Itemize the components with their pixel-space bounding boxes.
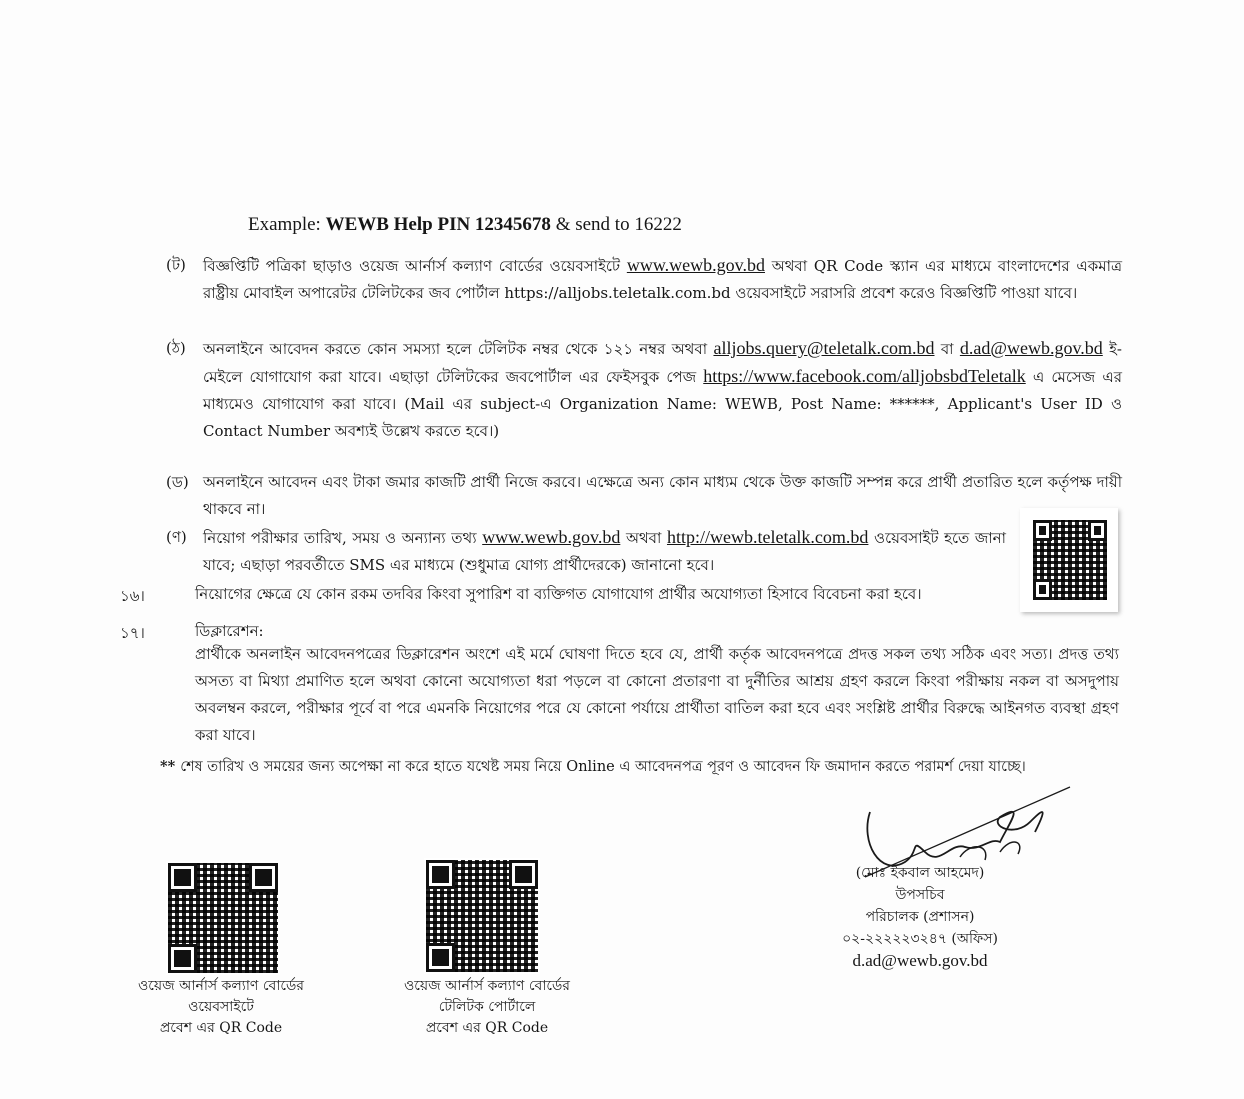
item-n-label: (ণ) <box>166 528 187 546</box>
qr-code-teletalk[interactable] <box>424 858 540 974</box>
qr-website-caption: ওয়েজ আর্নার্স কল্যাণ বোর্ডের ওয়েবসাইটে প্রবেশ এর QR Code <box>137 978 305 1036</box>
qr-teletalk-caption: ওয়েজ আর্নার্স কল্যাণ বোর্ডের টেলিটক পোর্টালে প্রবেশ এর QR Code <box>403 978 571 1036</box>
dad-email-link[interactable]: d.ad@wewb.gov.bd <box>959 338 1103 358</box>
wewb-website-link-2[interactable]: www.wewb.gov.bd <box>482 527 621 547</box>
facebook-page-link[interactable]: https://www.facebook.com/alljobsbdTeletalk <box>703 366 1026 386</box>
section-17-text: প্রার্থীকে অনলাইন আবেদনপত্রের ডিক্লারেশন অংশে এই মর্মে ঘোষণা দিতে হবে যে, প্রার্থী কর্তৃক আবেদনপত্রে প্রদত্ত সকল তথ্য সঠিক এবং সত্য। প্রদত্ত তথ্য অসত্য বা মিথ্যা প্রমাণিত হলে অথবা কোনো অযোগ্যতা ধরা পড়লে বা কোনো প্রতারণা বা দুর্নীতির আশ্রয় গ্রহণ করলে কিংবা পরীক্ষায় নকল বা অসদুপায় অবলম্বন করলে, পরীক্ষার পূর্বে বা পরে এমনকি নিয়োগের পরে যে কোনো পর্যায়ে প্রার্থীতা বাতিল করা হবে এবং সংশ্লিষ্ট প্রার্থীর বিরুদ্ধে আইনগত ব্যবস্থা গ্রহণ করা যাবে। <box>195 645 1119 744</box>
item-th-label: (ঠ) <box>166 339 186 357</box>
signatory-title: উপসচিব <box>895 887 945 903</box>
signatory-designation: পরিচালক (প্রশাসন) <box>865 909 975 925</box>
signatory-phone: ০২-২২২২২৩২৪৭ (অফিস) <box>842 931 998 947</box>
item-d: (ড) অনলাইনে আবেদন এবং টাকা জমার কাজটি প্রার্থী নিজে করবে। এক্ষেত্রে অন্য কোন মাধ্যম থেকে উক্ত কাজটি সম্পন্ন করে প্রার্থী প্রতারিত হলে কর্তৃপক্ষ দায়ী থাকবে না। <box>166 469 1122 523</box>
section-17-heading: ডিক্লারেশন: <box>195 622 264 640</box>
item-n: (ণ) নিয়োগ পরীক্ষার তারিখ, সময় ও অন্যান্য তথ্য www.wewb.gov.bd অথবা http://wewb.teletalk.com.bd ওয়েবসাইট হতে জানা যাবে; এছাড়া পরবর্তীতে SMS এর মাধ্যমে (শুধুমাত্র যোগ্য প্রার্থীদেরকে) জানানো হবে। <box>166 524 1006 579</box>
signatory-email[interactable]: d.ad@wewb.gov.bd <box>852 951 988 970</box>
example-pin: WEWB Help PIN 12345678 <box>325 214 551 235</box>
qr-frame-right <box>1020 508 1118 612</box>
section-16-text: নিয়োগের ক্ষেত্রে যে কোন রকম তদবির কিংবা সুপারিশ বা ব্যক্তিগত যোগাযোগ প্রার্থীর অযোগ্যতা হিসাবে বিবেচনা করা হবে। <box>195 585 922 603</box>
qr-code-right[interactable] <box>1031 518 1109 602</box>
item-d-label: (ড) <box>166 473 189 491</box>
item-th: (ঠ) অনলাইনে আবেদন করতে কোন সমস্যা হলে টেলিটক নম্বর থেকে ১২১ নম্বর অথবা alljobs.query@teletalk.com.bd বা d.ad@wewb.gov.bd ই-মেইলে যোগাযোগ করা যাবে। এছাড়া টেলিটকের জবপোর্টাল এর ফেইসবুক পেজ https://www.facebook.com/alljobsbdTeletalk এ মেসেজ এর মাধ্যমেও যোগাযোগ করা যাবে। (Mail এর subject-এ Organization Name: WEWB, Post Name: ******, Applicant's User ID ও Contact Number অবশ্যই উল্লেখ করতে হবে।) <box>166 335 1122 445</box>
deadline-note: ** শেষ তারিখ ও সময়ের জন্য অপেক্ষা না করে হাতে যথেষ্ট সময় নিয়ে Online এ আবেদনপত্র পূরণ ও আবেদন ফি জমাদান করতে পরামর্শ দেয়া যাচ্ছে। <box>160 758 1026 775</box>
section-16-number: ১৬। <box>120 587 145 605</box>
signatory-name: (মোঃ ইকবাল আহমেদ) <box>855 865 985 881</box>
teletalk-portal-link[interactable]: http://wewb.teletalk.com.bd <box>666 527 869 547</box>
item-t: (ট) বিজ্ঞপ্তিটি পত্রিকা ছাড়াও ওয়েজ আর্নার্স কল্যাণ বোর্ডের ওয়েবসাইটে www.wewb.gov.bd অথবা QR Code স্ক্যান এর মাধ্যমে বাংলাদেশের একমাত্র রাষ্ট্রীয় মোবাইল অপারেটর টেলিটকের জব পোর্টাল https://alljobs.teletalk.com.bd ওয়েবসাইটে সরাসরি প্রবেশ করেও বিজ্ঞপ্তিটি পাওয়া যাবে। <box>166 252 1122 307</box>
alljobs-query-email-link[interactable]: alljobs.query@teletalk.com.bd <box>713 338 935 358</box>
section-17-number: ১৭। <box>120 624 145 642</box>
signature-block <box>802 862 1038 972</box>
qr-code-website[interactable] <box>166 861 280 975</box>
wewb-website-link[interactable]: www.wewb.gov.bd <box>626 255 765 275</box>
example-line: Example: WEWB Help PIN 12345678 & send to 16222 <box>248 214 682 235</box>
item-t-label: (ট) <box>166 256 186 274</box>
